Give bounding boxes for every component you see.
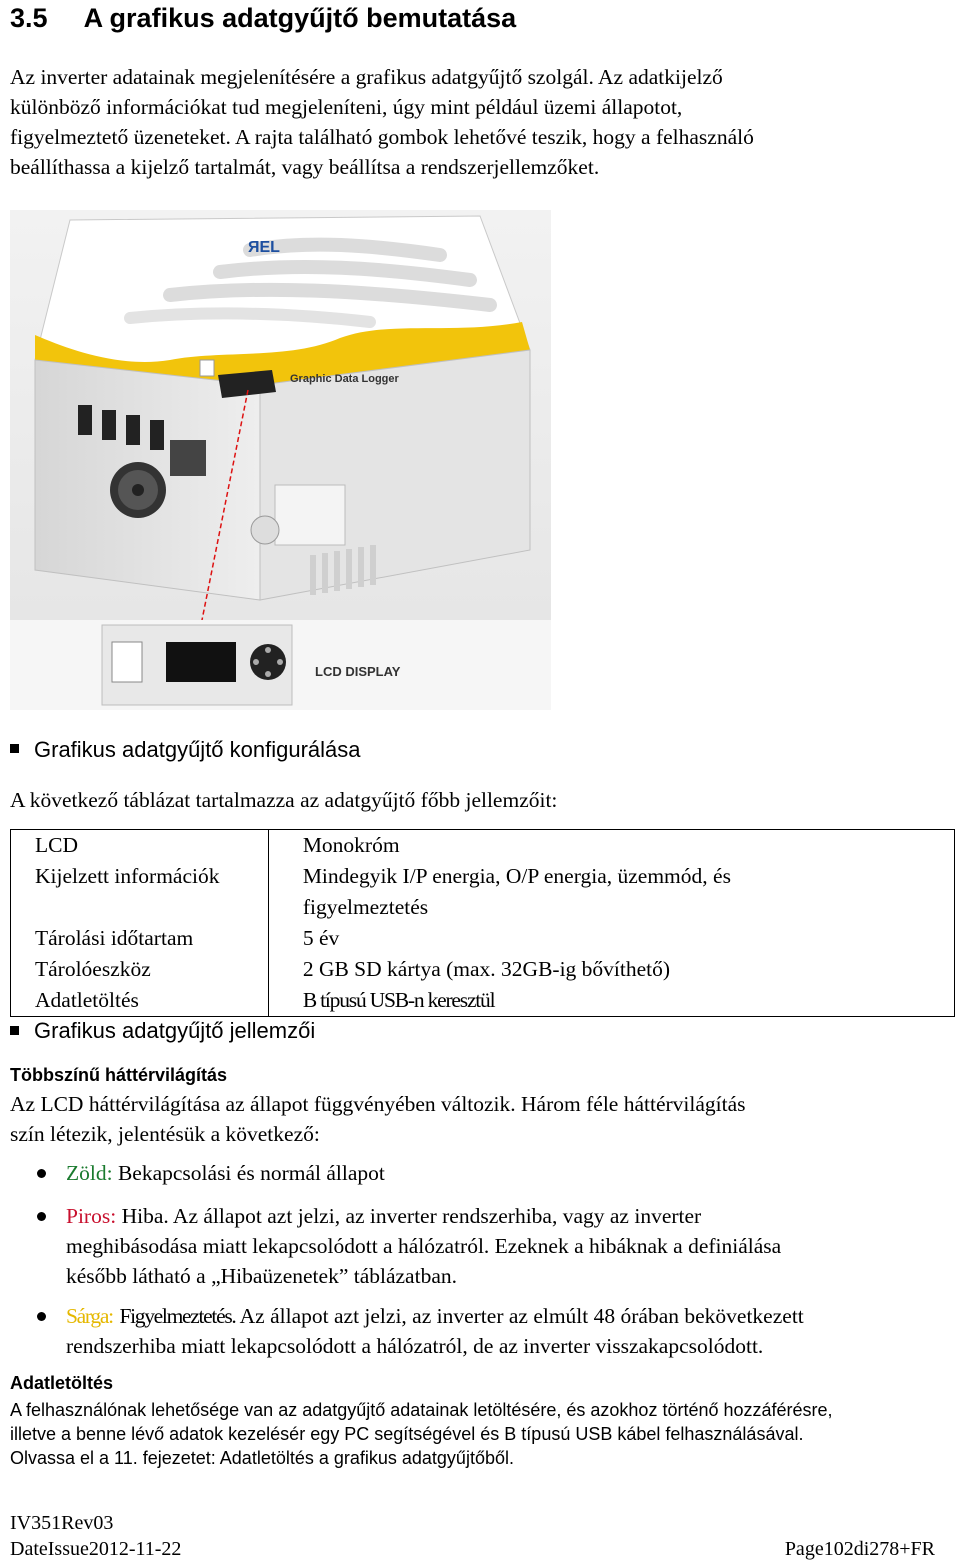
backlight-line: szín létezik, jelentésük a következő: — [10, 1122, 320, 1146]
table-row — [11, 923, 955, 954]
list-item — [66, 1301, 956, 1361]
list-item-lead: Figyelmeztetés. — [119, 1304, 236, 1328]
config-intro: A következő táblázat tartalmazza az adatgyűjtő főbb jellemzőit: — [10, 788, 558, 812]
table-cell-value: B típusú USB-n keresztül — [302, 988, 495, 1012]
color-name-red: Piros — [66, 1204, 111, 1228]
list-item — [66, 1158, 946, 1188]
list-item-text: rendszerhiba miatt lekapcsolódott a hálózatról, de az inverter visszakapcsolódott. — [66, 1334, 764, 1358]
download-line: Olvassa el a 11. fejezetet: Adatletöltés a grafikus adatgyűjtőből. — [10, 1448, 514, 1468]
section-number: 3.5 — [10, 3, 48, 33]
download-title: Adatletöltés — [10, 1373, 114, 1393]
backlight-line: Az LCD háttérvilágítása az állapot függvényében változik. Három féle háttérvilágítás — [10, 1092, 746, 1116]
inverter-illustration — [10, 210, 551, 710]
list-item-text: Bekapcsolási és normál állapot — [117, 1161, 385, 1185]
list-bullet — [37, 1212, 46, 1221]
table-cell-value: Monokróm — [302, 833, 400, 857]
table-cell-value: figyelmeztetés — [302, 895, 429, 919]
separator: : — [110, 1204, 122, 1228]
table-cell-label: Tárolóeszköz — [35, 957, 151, 981]
brand-logo: ЯEL — [248, 239, 280, 256]
list-item — [66, 1201, 946, 1291]
list-bullet — [37, 1312, 46, 1321]
table-row — [11, 985, 955, 1017]
section-heading — [10, 3, 516, 34]
intro-line: különböző információkat tud megjeleníteni, úgy mint például üzemi állapotot, — [10, 95, 683, 119]
table-cell-label: Kijelzett információk — [35, 864, 220, 888]
table-cell-value: 2 GB SD kártya (max. 32GB-ig bővíthető) — [302, 957, 671, 981]
intro-line: beállíthassa a kijelző tartalmát, vagy beállítsa a rendszerjellemzőket. — [10, 155, 600, 179]
backlight-title: Többszínű háttérvilágítás — [10, 1065, 228, 1085]
table-cell-label: Tárolási időtartam — [35, 926, 194, 950]
separator: : — [108, 1304, 120, 1328]
color-name-green: Zöld — [66, 1161, 107, 1185]
table-cell-label: LCD — [35, 833, 78, 857]
table-row — [11, 861, 955, 923]
section-title: A grafikus adatgyűjtő bemutatása — [83, 3, 517, 33]
features-heading: Grafikus adatgyűjtő jellemzői — [34, 1018, 316, 1043]
intro-paragraph — [10, 62, 950, 182]
list-bullet — [37, 1169, 46, 1178]
logger-label: Graphic Data Logger — [290, 373, 399, 385]
backlight-paragraph — [10, 1089, 950, 1149]
intro-line: Az inverter adatainak megjelenítésére a grafikus adatgyűjtő szolgál. Az adatkijelző — [10, 65, 723, 89]
list-item-text: Az állapot azt jelzi, az inverter az elmúlt 48 órában bekövetkezett — [235, 1304, 804, 1328]
config-heading: Grafikus adatgyűjtő konfigurálása — [34, 737, 361, 762]
table-row — [11, 954, 955, 985]
download-line: A felhasználónak lehetősége van az adatgyűjtő adatainak letöltésére, és azokhoz történő hozzáférésre, — [10, 1400, 833, 1420]
square-bullet — [10, 1026, 19, 1035]
intro-line: figyelmeztető üzeneteket. A rajta található gombok lehetővé teszik, hogy a felhasználó — [10, 125, 754, 149]
table-cell-label: Adatletöltés — [35, 988, 139, 1012]
device-photo — [10, 210, 551, 710]
color-name-yellow: Sárga — [66, 1304, 109, 1328]
list-item-text: meghibásodása miatt lekapcsolódott a hálózatról. Ezeknek a hibáknak a definiálása — [66, 1234, 782, 1258]
footer-date: DateIssue2012-11-22 — [10, 1538, 182, 1560]
footer-left — [10, 1510, 181, 1562]
table-cell-value: Mindegyik I/P energia, O/P energia, üzemmód, és — [302, 864, 731, 888]
separator: : — [106, 1161, 118, 1185]
download-paragraph — [10, 1398, 955, 1470]
list-item-text: Hiba. Az állapot azt jelzi, az inverter rendszerhiba, vagy az inverter — [121, 1204, 702, 1228]
table-cell-value: 5 év — [302, 926, 340, 950]
table-row — [11, 830, 955, 862]
spec-table — [10, 829, 955, 1017]
list-item-text: később látható a „Hibaüzenetek” táblázatban. — [66, 1264, 457, 1288]
footer-page: Page102di278+FR — [784, 1538, 935, 1560]
footer-doc-id: IV351Rev03 — [10, 1512, 114, 1534]
lcd-display-label: LCD DISPLAY — [315, 664, 401, 679]
download-line: illetve a benne lévő adatok kezelésér egy PC segítségével és B típusú USB kábel felhasználásával. — [10, 1424, 804, 1444]
square-bullet — [10, 744, 19, 753]
